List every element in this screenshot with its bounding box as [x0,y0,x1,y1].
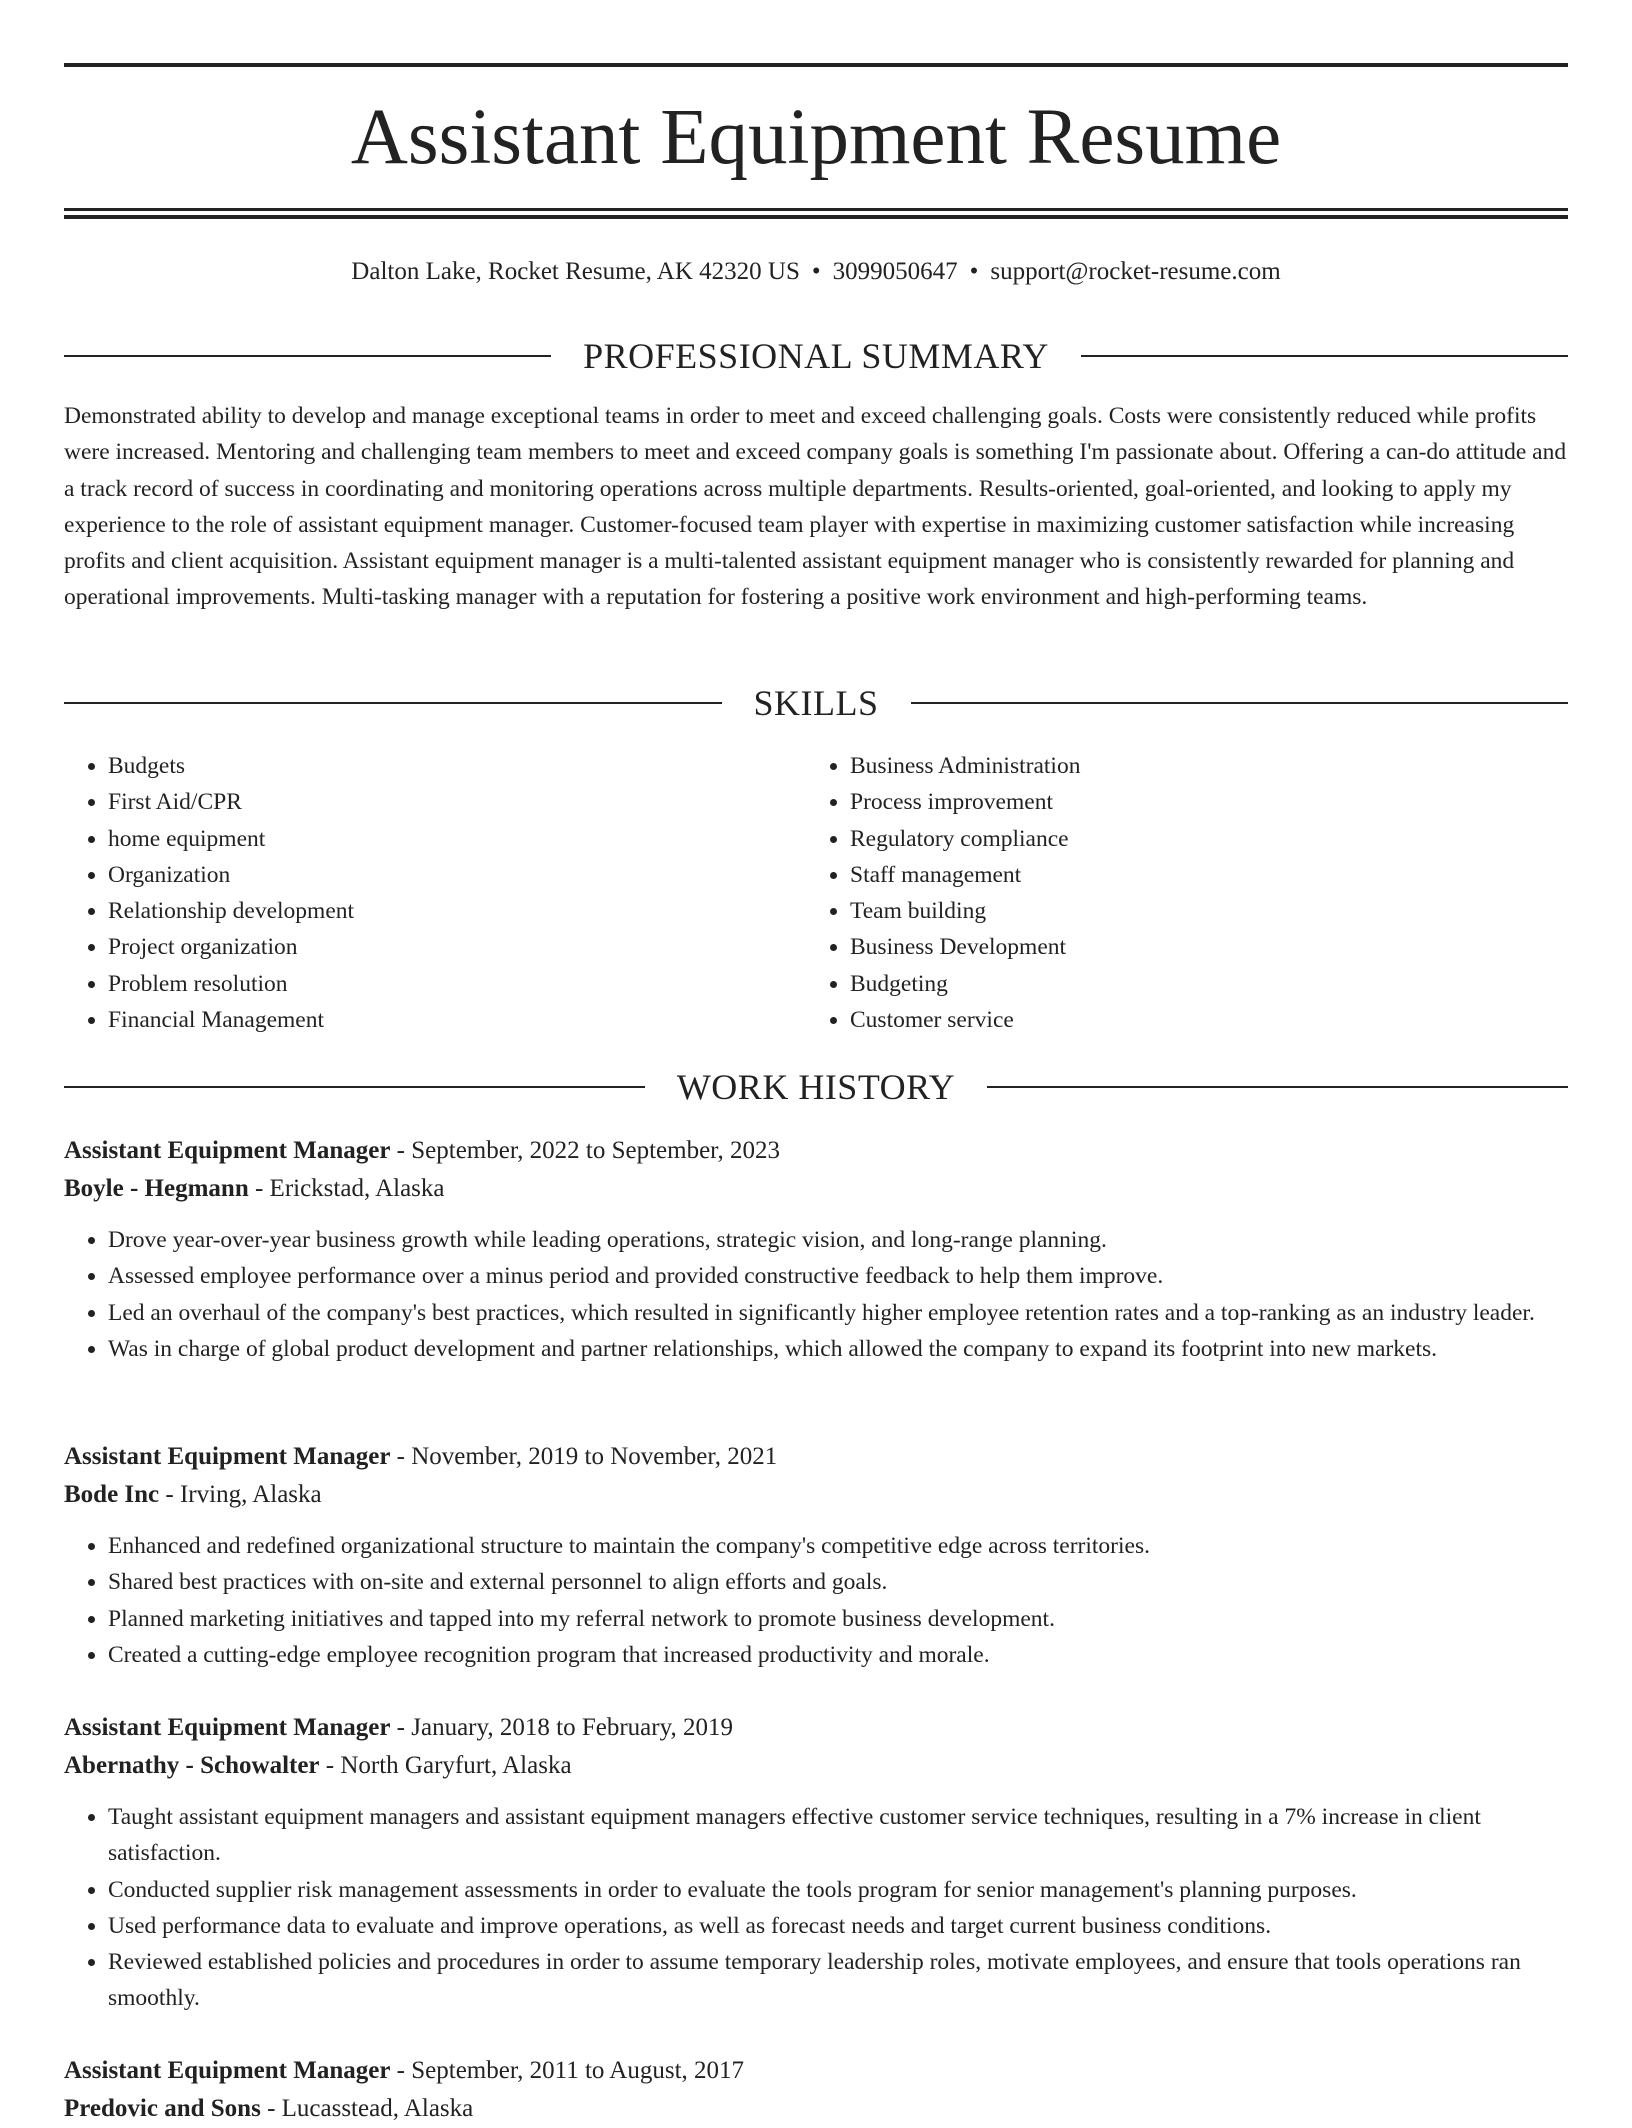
job-dates: - September, 2022 to September, 2023 [390,1137,781,1164]
contact-separator: • [811,258,821,285]
heading-rule-left [64,702,722,704]
job-location: - Lucasstead, Alaska [260,2095,474,2122]
job-bullet: • Assessed employee performance over a minus period and provided constructive feedback to help them improve. [108,1258,1568,1294]
skill-item: • Process improvement [850,784,1548,820]
skill-item: • Team building [850,893,1548,929]
skills-list [64,748,1568,1038]
resume-title: Assistant Equipment Resume [350,94,1282,181]
skills-column-right [806,748,1548,1038]
skill-item: • home equipment [108,821,806,857]
job-bullet: • Taught assistant equipment managers and assistant equipment managers effective customer service techniques, resulting in a 7% increase in client satisfaction. [108,1799,1568,1872]
heading-rule-right [1081,355,1568,357]
contact-address: Dalton Lake, Rocket Resume, AK 42320 US [351,258,800,285]
skill-item: • Project organization [108,929,806,965]
job-bullet: • Conducted supplier risk management assessments in order to evaluate the tools program for senior management's planning purposes. [108,1872,1568,1908]
skill-item: • First Aid/CPR [108,784,806,820]
job-title: Assistant Equipment Manager [64,1714,391,1741]
skill-item: • Business Development [850,929,1548,965]
job-title-line [64,2052,1568,2090]
job-bullet: • Reviewed established policies and procedures in order to assume temporary leadership roles, motivate employees, and ensure that tools operations ran smoothly. [108,1944,1568,2017]
job-location: - Irving, Alaska [159,1481,322,1508]
skill-item: • Customer service [850,1002,1548,1038]
job-bullets [64,1799,1568,2017]
contact-line [64,254,1568,290]
job-company: Abernathy - Schowalter [64,1752,320,1779]
skill-item: • Relationship development [108,893,806,929]
skills-heading-label: SKILLS [753,683,879,723]
skill-item: • Budgeting [850,966,1548,1002]
job-company-line [64,1476,1568,1514]
job-entry [64,2052,1568,2128]
job-bullet: • Shared best practices with on-site and external personnel to align efforts and goals. [108,1564,1568,1600]
heading-rule-left [64,355,551,357]
skill-item: • Budgets [108,748,806,784]
job-title: Assistant Equipment Manager [64,1443,391,1470]
summary-heading-label: PROFESSIONAL SUMMARY [583,336,1049,376]
job-title-line [64,1438,1568,1476]
job-dates: - November, 2019 to November, 2021 [390,1443,778,1470]
skill-item: • Problem resolution [108,966,806,1002]
heading-rule-right [987,1086,1568,1088]
job-company: Boyle - Hegmann [64,1175,249,1202]
skill-item: • Organization [108,857,806,893]
skills-heading [64,681,1568,725]
job-company: Bode Inc [64,1481,160,1508]
job-bullet: • Created a cutting-edge employee recognition program that increased productivity and morale. [108,1637,1568,1673]
job-company-line [64,1170,1568,1208]
contact-separator: • [969,258,979,285]
work-history-heading-label: WORK HISTORY [676,1067,956,1107]
job-dates: - September, 2011 to August, 2017 [390,2057,745,2084]
job-bullets [64,1222,1568,1367]
contact-phone: 3099050647 [832,258,958,285]
job-entry [64,1132,1568,1367]
skill-item: • Business Administration [850,748,1548,784]
job-location: - North Garyfurt, Alaska [319,1752,572,1779]
top-rule [64,63,1568,67]
job-bullet: • Led an overhaul of the company's best practices, which resulted in significantly higher employee retention rates and a top-ranking as an industry leader. [108,1295,1568,1331]
job-bullet: • Drove year-over-year business growth while leading operations, strategic vision, and long-range planning. [108,1222,1568,1258]
heading-rule-left [64,1086,645,1088]
job-title: Assistant Equipment Manager [64,1137,391,1164]
job-title-line [64,1709,1568,1747]
job-company-line [64,2090,1568,2128]
job-bullets [64,1528,1568,1673]
skills-column-left [64,748,806,1038]
skill-item: • Financial Management [108,1002,806,1038]
job-entry [64,1709,1568,2017]
heading-rule-right [911,702,1569,704]
job-bullet: • Used performance data to evaluate and improve operations, as well as forecast needs and target current business conditions. [108,1908,1568,1944]
job-company-line [64,1747,1568,1785]
work-history-heading [64,1065,1568,1109]
title-rule-lower [64,215,1568,219]
job-title-line [64,1132,1568,1170]
professional-summary: Demonstrated ability to develop and manage exceptional teams in order to meet and exceed challenging goals. Costs were consistently reduced while profits were increased. Mentoring and challenging team members to meet and exceed company goals is something I'm passionate about. Offering a can-do attitude and a track record of success in coordinating and monitoring operations across multiple departments. Results-oriented, goal-oriented, and looking to apply my experience to the role of assistant equipment manager. Customer-focused team player with expertise in maximizing customer satisfaction while increasing profits and client acquisition. Assistant equipment manager is a multi-talented assistant equipment manager who is consistently rewarded for planning and operational improvements. Multi-tasking manager with a reputation for fostering a positive work environment and high-performing teams. [64,403,1567,611]
job-title: Assistant Equipment Manager [64,2057,391,2084]
skill-item: • Staff management [850,857,1548,893]
job-location: - Erickstad, Alaska [248,1175,445,1202]
job-bullet: • Planned marketing initiatives and tapped into my referral network to promote business development. [108,1601,1568,1637]
job-company: Predovic and Sons [64,2095,261,2122]
job-dates: - January, 2018 to February, 2019 [390,1714,733,1741]
summary-heading [64,334,1568,378]
job-bullet: • Enhanced and redefined organizational structure to maintain the company's competitive edge across territories. [108,1528,1568,1564]
job-bullet: • Was in charge of global product development and partner relationships, which allowed the company to expand its footprint into new markets. [108,1331,1568,1367]
skill-item: • Regulatory compliance [850,821,1548,857]
contact-email: support@rocket-resume.com [990,258,1281,285]
title-rule-upper [64,208,1568,211]
job-entry [64,1438,1568,1673]
